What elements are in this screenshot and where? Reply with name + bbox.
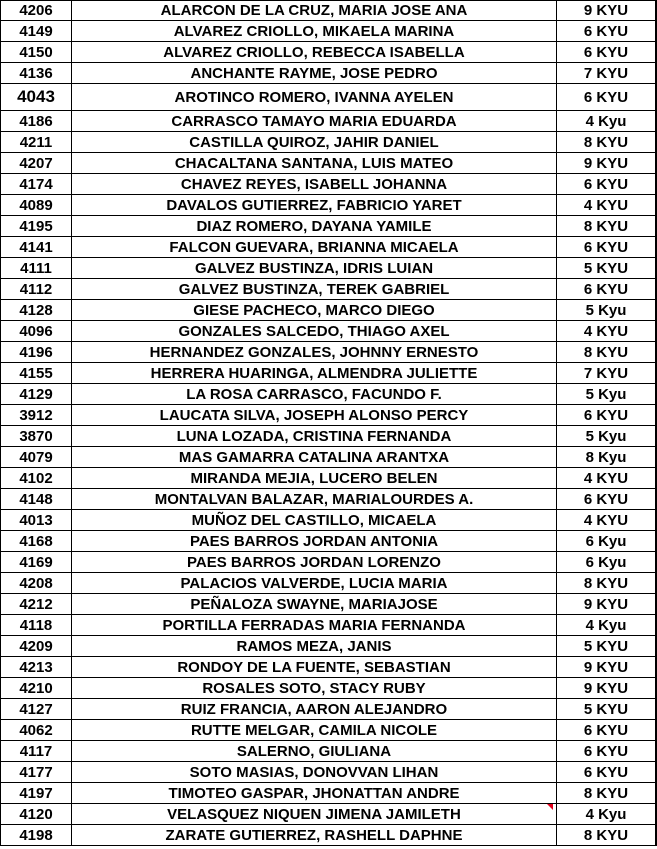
- student-code-cell[interactable]: 4112: [19, 280, 53, 298]
- student-code-cell[interactable]: 4155: [19, 364, 53, 382]
- student-name-cell[interactable]: RUIZ FRANCIA, AARON ALEJANDRO: [180, 700, 448, 718]
- student-code-cell[interactable]: 4117: [19, 742, 53, 760]
- kyu-level-cell[interactable]: 5 Kyu: [585, 301, 627, 319]
- table-row: [0, 63, 657, 84]
- kyu-level-cell[interactable]: 5 KYU: [583, 259, 629, 277]
- student-code-cell[interactable]: 4149: [19, 22, 53, 40]
- kyu-level-cell[interactable]: 9 KYU: [583, 658, 629, 676]
- table-row: [0, 825, 657, 846]
- student-name-cell[interactable]: ANCHANTE RAYME, JOSE PEDRO: [190, 64, 438, 82]
- kyu-level-cell[interactable]: 6 KYU: [583, 43, 629, 61]
- student-name-cell[interactable]: ALVAREZ CRIOLLO, MIKAELA MARINA: [173, 22, 455, 40]
- student-name-cell[interactable]: ROSALES SOTO, STACY RUBY: [202, 679, 426, 697]
- kyu-level-cell[interactable]: 4 KYU: [583, 511, 629, 529]
- student-code-cell[interactable]: 4211: [19, 133, 53, 151]
- student-code-cell[interactable]: 4127: [19, 700, 53, 718]
- student-name-cell[interactable]: LAUCATA SILVA, JOSEPH ALONSO PERCY: [159, 406, 469, 424]
- student-name-cell[interactable]: MUÑOZ DEL CASTILLO, MICAELA: [191, 511, 437, 529]
- student-code-cell[interactable]: 4177: [19, 763, 53, 781]
- student-name-cell[interactable]: PORTILLA FERRADAS MARIA FERNANDA: [162, 616, 466, 634]
- table-row: [0, 258, 657, 279]
- student-name-cell[interactable]: CHAVEZ REYES, ISABELL JOHANNA: [180, 175, 448, 193]
- cell-comment-indicator: [547, 804, 553, 810]
- student-code-cell[interactable]: 3912: [19, 406, 53, 424]
- table-row: [0, 321, 657, 342]
- student-name-cell[interactable]: MONTALVAN BALAZAR, MARIALOURDES A.: [154, 490, 474, 508]
- student-code-cell[interactable]: 4208: [19, 574, 53, 592]
- student-code-cell[interactable]: 4169: [19, 553, 53, 571]
- kyu-level-cell[interactable]: 6 KYU: [583, 490, 629, 508]
- kyu-level-cell[interactable]: 6 KYU: [583, 406, 629, 424]
- kyu-level-cell[interactable]: 4 KYU: [583, 469, 629, 487]
- student-name-cell[interactable]: TIMOTEO GASPAR, JHONATTAN ANDRE: [168, 784, 460, 802]
- student-name-cell[interactable]: LUNA LOZADA, CRISTINA FERNANDA: [176, 427, 452, 445]
- student-name-cell[interactable]: GALVEZ BUSTINZA, IDRIS LUIAN: [194, 259, 434, 277]
- student-code-cell[interactable]: 4013: [19, 511, 53, 529]
- student-name-cell[interactable]: VELASQUEZ NIQUEN JIMENA JAMILETH: [167, 805, 461, 823]
- student-name-cell[interactable]: ALARCON DE LA CRUZ, MARIA JOSE ANA: [160, 1, 468, 19]
- student-name-cell[interactable]: SOTO MASIAS, DONOVVAN LIHAN: [189, 763, 439, 781]
- student-code-cell[interactable]: 4209: [19, 637, 53, 655]
- student-code-cell[interactable]: 4195: [19, 217, 53, 235]
- student-code-cell[interactable]: 4120: [19, 805, 53, 823]
- student-name-cell[interactable]: DAVALOS GUTIERREZ, FABRICIO YARET: [166, 196, 462, 214]
- student-name-cell[interactable]: CASTILLA QUIROZ, JAHIR DANIEL: [189, 133, 439, 151]
- kyu-level-cell[interactable]: 6 KYU: [583, 175, 629, 193]
- kyu-level-cell[interactable]: 8 KYU: [583, 217, 629, 235]
- row-border: [0, 845, 657, 846]
- table-row: [0, 0, 657, 21]
- student-name-cell[interactable]: DIAZ ROMERO, DAYANA YAMILE: [196, 217, 432, 235]
- kyu-level-cell[interactable]: 9 KYU: [583, 154, 629, 172]
- table-row: [0, 783, 657, 804]
- kyu-level-cell[interactable]: 6 KYU: [583, 88, 629, 106]
- student-name-cell[interactable]: ALVAREZ CRIOLLO, REBECCA ISABELLA: [163, 43, 465, 61]
- kyu-level-cell[interactable]: 8 KYU: [583, 343, 629, 361]
- table-row: [0, 42, 657, 63]
- table-row: [0, 174, 657, 195]
- kyu-level-cell[interactable]: 9 KYU: [583, 679, 629, 697]
- student-code-cell[interactable]: 4102: [19, 469, 53, 487]
- student-code-cell[interactable]: 4186: [19, 112, 53, 130]
- student-code-cell[interactable]: 3870: [19, 427, 53, 445]
- student-code-cell[interactable]: 4128: [19, 301, 53, 319]
- student-code-cell[interactable]: 4174: [19, 175, 53, 193]
- student-code-cell[interactable]: 4129: [19, 385, 53, 403]
- kyu-level-cell[interactable]: 5 KYU: [583, 700, 629, 718]
- kyu-level-cell[interactable]: 6 KYU: [583, 280, 629, 298]
- kyu-level-cell[interactable]: 8 KYU: [583, 133, 629, 151]
- kyu-level-cell[interactable]: 8 KYU: [583, 784, 629, 802]
- student-code-cell[interactable]: 4196: [19, 343, 53, 361]
- kyu-level-cell[interactable]: 6 Kyu: [585, 532, 627, 550]
- table-row: [0, 762, 657, 783]
- student-name-cell[interactable]: MAS GAMARRA CATALINA ARANTXA: [178, 448, 450, 466]
- kyu-level-cell[interactable]: 5 KYU: [583, 637, 629, 655]
- table-row: [0, 447, 657, 468]
- student-name-cell[interactable]: HERRERA HUARINGA, ALMENDRA JULIETTE: [150, 364, 478, 382]
- kyu-level-cell[interactable]: 8 Kyu: [585, 448, 627, 466]
- kyu-level-cell[interactable]: 4 Kyu: [585, 616, 627, 634]
- table-row: [0, 405, 657, 426]
- kyu-level-cell[interactable]: 5 Kyu: [585, 427, 627, 445]
- student-code-cell[interactable]: 4136: [19, 64, 53, 82]
- kyu-level-cell[interactable]: 6 KYU: [583, 22, 629, 40]
- student-code-cell[interactable]: 4150: [19, 43, 53, 61]
- table-row: [0, 84, 657, 111]
- student-name-cell[interactable]: MIRANDA MEJIA, LUCERO BELEN: [190, 469, 438, 487]
- table-row: [0, 489, 657, 510]
- kyu-level-cell[interactable]: 8 KYU: [583, 574, 629, 592]
- student-name-cell[interactable]: GIESE PACHECO, MARCO DIEGO: [193, 301, 435, 319]
- table-row: [0, 804, 657, 825]
- kyu-level-cell[interactable]: 6 KYU: [583, 742, 629, 760]
- kyu-level-cell[interactable]: 8 KYU: [583, 826, 629, 844]
- student-code-cell[interactable]: 4212: [19, 595, 53, 613]
- student-code-cell[interactable]: 4148: [19, 490, 53, 508]
- table-row: [0, 195, 657, 216]
- student-code-cell[interactable]: 4210: [19, 679, 53, 697]
- kyu-level-cell[interactable]: 4 Kyu: [585, 112, 627, 130]
- table-row: [0, 741, 657, 762]
- kyu-level-cell[interactable]: 9 KYU: [583, 1, 629, 19]
- student-code-cell[interactable]: 4111: [20, 259, 52, 277]
- student-code-cell[interactable]: 4043: [17, 87, 55, 106]
- student-code-cell[interactable]: 4062: [19, 721, 53, 739]
- student-name-cell[interactable]: CARRASCO TAMAYO MARIA EDUARDA: [171, 112, 457, 130]
- table-row: [0, 426, 657, 447]
- student-name-cell[interactable]: ZARATE GUTIERREZ, RASHELL DAPHNE: [165, 826, 463, 844]
- student-name-cell[interactable]: PEÑALOZA SWAYNE, MARIAJOSE: [190, 595, 438, 613]
- student-code-cell[interactable]: 4206: [19, 1, 53, 19]
- kyu-level-cell[interactable]: 6 KYU: [583, 721, 629, 739]
- student-name-cell[interactable]: PAES BARROS JORDAN ANTONIA: [189, 532, 439, 550]
- table-row: [0, 636, 657, 657]
- student-code-cell[interactable]: 4096: [19, 322, 53, 340]
- table-row: [0, 300, 657, 321]
- kyu-level-cell[interactable]: 6 Kyu: [585, 553, 627, 571]
- student-name-cell[interactable]: FALCON GUEVARA, BRIANNA MICAELA: [169, 238, 459, 256]
- student-name-cell[interactable]: PALACIOS VALVERDE, LUCIA MARIA: [180, 574, 448, 592]
- student-code-cell[interactable]: 4207: [19, 154, 53, 172]
- kyu-level-cell[interactable]: 6 KYU: [583, 763, 629, 781]
- table-row: [0, 21, 657, 42]
- table-row: [0, 699, 657, 720]
- student-code-cell[interactable]: 4118: [19, 616, 53, 634]
- table-row: [0, 342, 657, 363]
- student-name-cell[interactable]: RONDOY DE LA FUENTE, SEBASTIAN: [177, 658, 451, 676]
- student-code-cell[interactable]: 4168: [19, 532, 53, 550]
- table-row: [0, 531, 657, 552]
- table-row: [0, 657, 657, 678]
- kyu-level-cell[interactable]: 6 KYU: [583, 238, 629, 256]
- table-row: [0, 237, 657, 258]
- table-row: [0, 678, 657, 699]
- table-row: [0, 384, 657, 405]
- student-code-cell[interactable]: 4089: [19, 196, 53, 214]
- table-row: [0, 573, 657, 594]
- table-row: [0, 720, 657, 741]
- table-row: [0, 510, 657, 531]
- table-row: [0, 132, 657, 153]
- table-row: [0, 111, 657, 132]
- kyu-level-cell[interactable]: 4 KYU: [583, 196, 629, 214]
- kyu-level-cell[interactable]: 4 Kyu: [585, 805, 627, 823]
- student-code-cell[interactable]: 4198: [19, 826, 53, 844]
- student-code-cell[interactable]: 4079: [19, 448, 53, 466]
- kyu-level-cell[interactable]: 7 KYU: [583, 64, 629, 82]
- table-row: [0, 552, 657, 573]
- table-top-border: [0, 0, 657, 1]
- kyu-level-cell[interactable]: 9 KYU: [583, 595, 629, 613]
- student-name-cell[interactable]: PAES BARROS JORDAN LORENZO: [187, 553, 441, 571]
- table-row: [0, 615, 657, 636]
- student-name-cell[interactable]: GONZALES SALCEDO, THIAGO AXEL: [178, 322, 450, 340]
- kyu-level-cell[interactable]: 4 KYU: [583, 322, 629, 340]
- student-name-cell[interactable]: SALERNO, GIULIANA: [236, 742, 392, 760]
- student-name-cell[interactable]: HERNANDEZ GONZALES, JOHNNY ERNESTO: [149, 343, 479, 361]
- student-name-cell[interactable]: GALVEZ BUSTINZA, TEREK GABRIEL: [178, 280, 450, 298]
- table-row: [0, 594, 657, 615]
- table-row: [0, 468, 657, 489]
- student-code-cell[interactable]: 4197: [19, 784, 53, 802]
- student-code-cell[interactable]: 4141: [19, 238, 53, 256]
- student-name-cell[interactable]: RUTTE MELGAR, CAMILA NICOLE: [190, 721, 438, 739]
- table-row: [0, 153, 657, 174]
- student-name-cell[interactable]: LA ROSA CARRASCO, FACUNDO F.: [186, 385, 442, 403]
- table-row: [0, 363, 657, 384]
- table-row: [0, 216, 657, 237]
- student-name-cell[interactable]: AROTINCO ROMERO, IVANNA AYELEN: [174, 88, 454, 106]
- student-name-cell[interactable]: RAMOS MEZA, JANIS: [236, 637, 392, 655]
- student-code-cell[interactable]: 4213: [19, 658, 53, 676]
- kyu-level-cell[interactable]: 7 KYU: [583, 364, 629, 382]
- kyu-level-cell[interactable]: 5 Kyu: [585, 385, 627, 403]
- table-row: [0, 279, 657, 300]
- student-name-cell[interactable]: CHACALTANA SANTANA, LUIS MATEO: [174, 154, 454, 172]
